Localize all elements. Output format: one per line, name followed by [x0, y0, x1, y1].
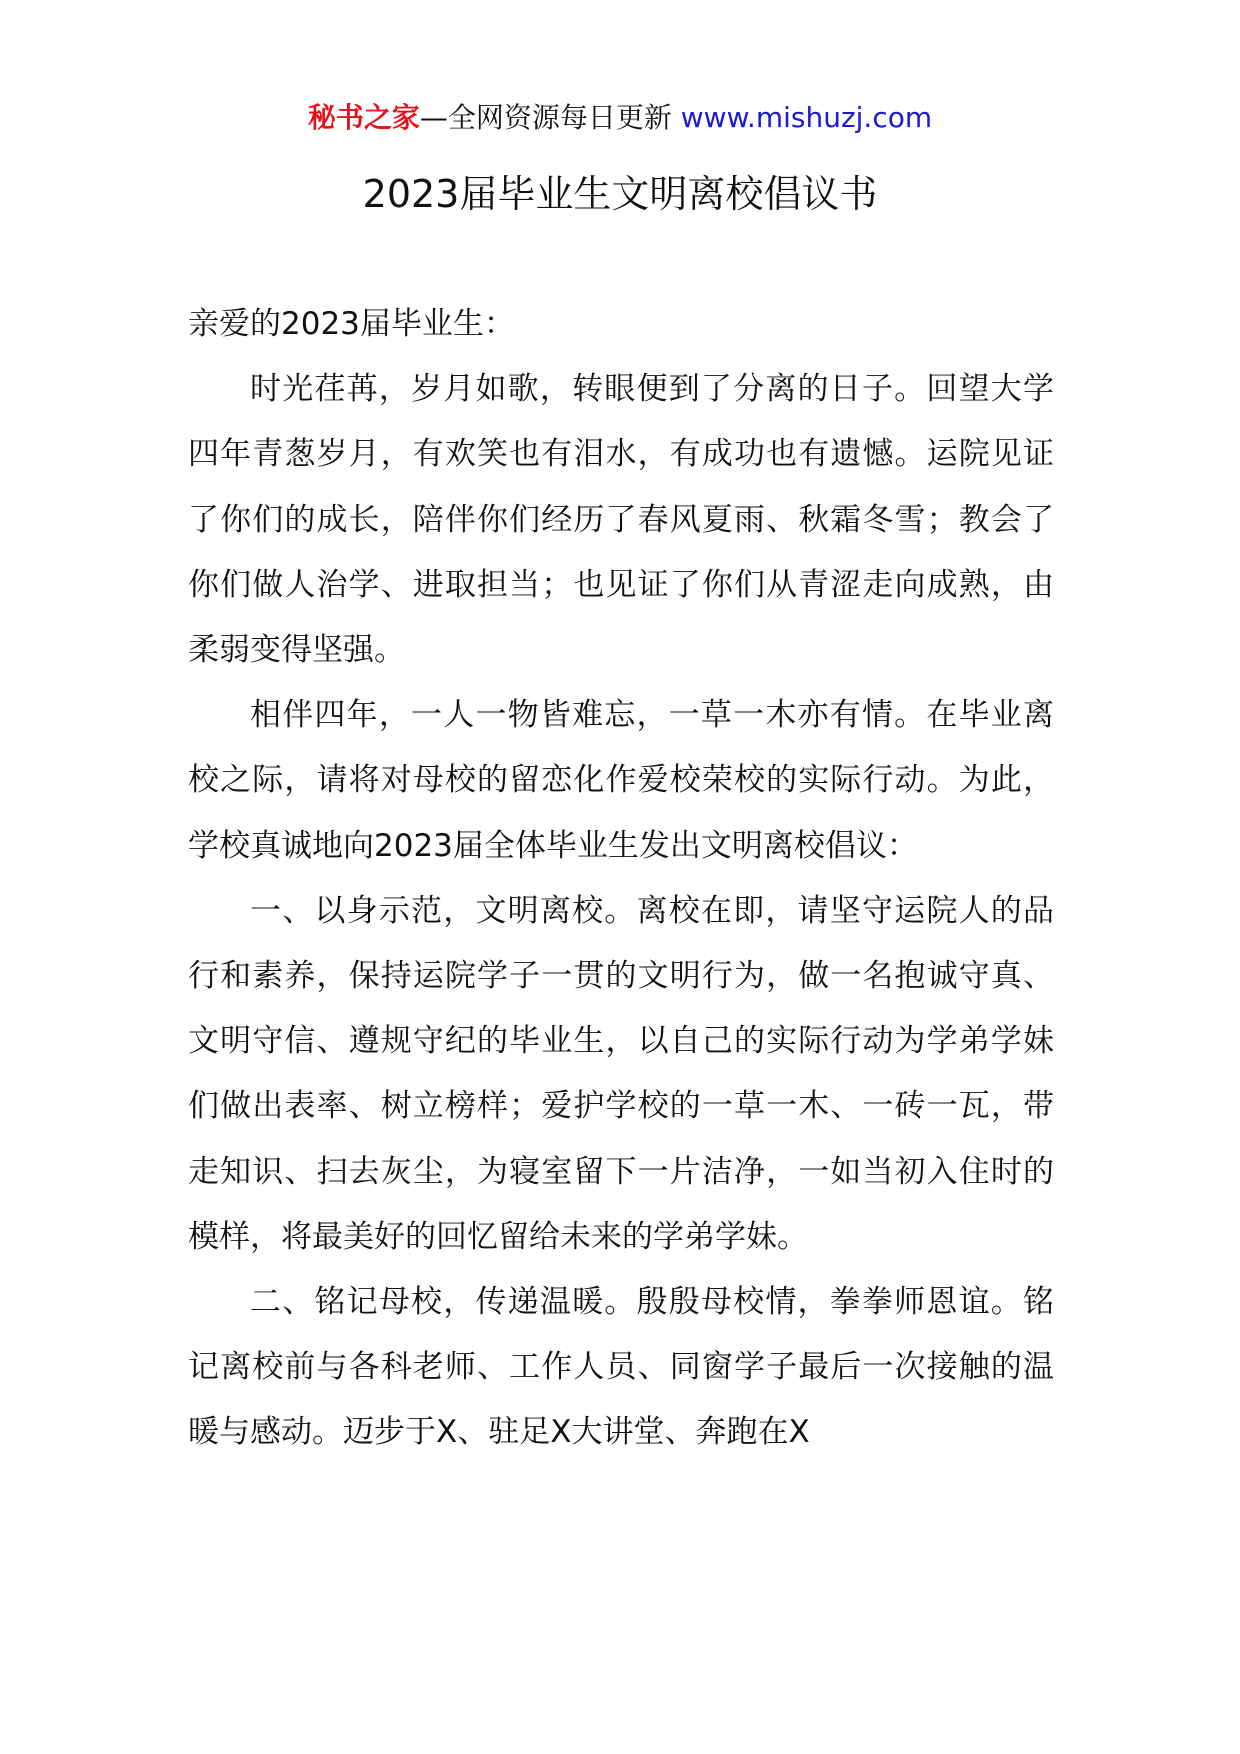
- site-tagline: —全网资源每日更新: [419, 101, 681, 134]
- document-title: 2023届毕业生文明离校倡议书: [362, 172, 878, 216]
- paragraph-proposal: 相伴四年，一人一物皆难忘，一草一木亦有情。在毕业离校之际，请将对母校的留恋化作爱校荣校的实际行动。为此，学校真诚地向2023届全体毕业生发出文明离校倡议：: [188, 697, 1054, 864]
- site-url-link[interactable]: www.mishuzj.com: [680, 101, 933, 134]
- site-banner: [0, 98, 1240, 138]
- salutation: 亲爱的2023届毕业生：: [188, 306, 515, 342]
- site-brand: 秘书之家: [307, 101, 420, 134]
- paragraph-item-2: 二、铭记母校，传递温暖。殷殷母校情，拳拳师恩谊。铭记离校前与各科老师、工作人员、同窗学子最后一次接触的温暖与感动。迈步于X、驻足X大讲堂、奔跑在X: [188, 1284, 1054, 1451]
- document-body: [188, 292, 1054, 1466]
- paragraph-intro: 时光荏苒，岁月如歌，转眼便到了分离的日子。回望大学四年青葱岁月，有欢笑也有泪水，有成功也有遗憾。运院见证了你们的成长，陪伴你们经历了春风夏雨、秋霜冬雪；教会了你们做人治学、进取担当；也见证了你们从青涩走向成熟，由柔弱变得坚强。: [188, 371, 1054, 669]
- paragraph-item-1: 一、以身示范，文明离校。离校在即，请坚守运院人的品行和素养，保持运院学子一贯的文明行为，做一名抱诚守真、文明守信、遵规守纪的毕业生，以自己的实际行动为学弟学妹们做出表率、树立榜样；爱护学校的一草一木、一砖一瓦，带走知识、扫去灰尘，为寝室留下一片洁净，一如当初入住时的模样，将最美好的回忆留给未来的学弟学妹。: [188, 892, 1054, 1255]
